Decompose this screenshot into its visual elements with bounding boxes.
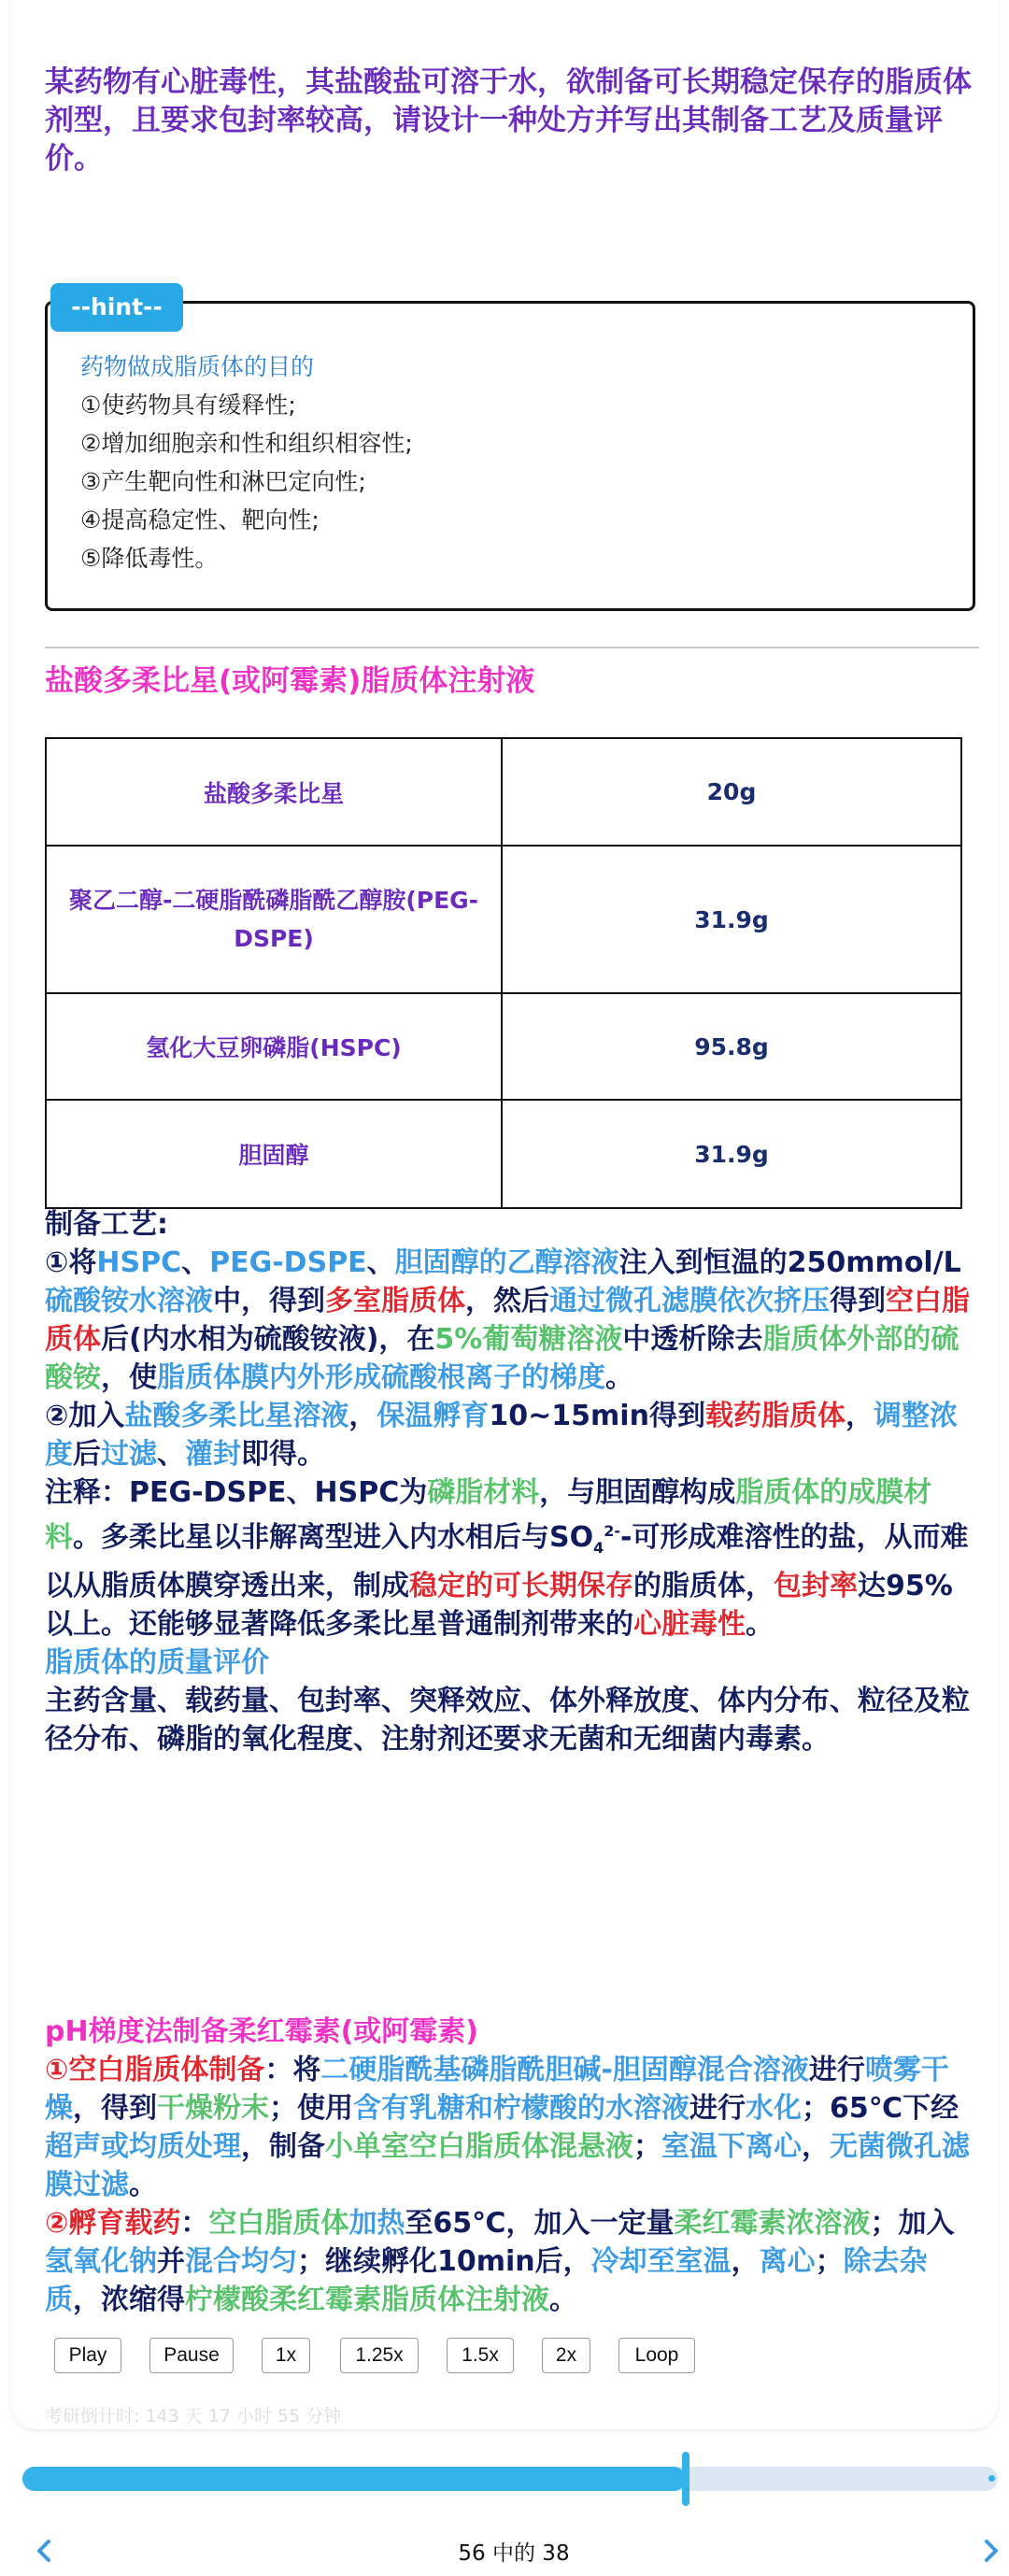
table-row bbox=[46, 1100, 961, 1208]
speed-2x-button[interactable]: 2x bbox=[542, 2338, 590, 2373]
process-step-1: ①将HSPC、PEG-DSPE、胆固醇的乙醇溶液注入到恒温的250mmol/L硫酸铵水溶液中，得到多室脂质体，然后通过微孔滤膜依次挤压得到空白脂质体后(内水相为硫酸铵液)，在5%葡萄糖溶液中透析除去脂质体外部的硫酸铵，使脂质体膜内外形成硫酸根离子的梯度。 bbox=[45, 1246, 970, 1394]
process-note: 注释：PEG-DSPE、HSPC为磷脂材料，与胆固醇构成脂质体的成膜材料。多柔比星以非解离型进入内水相后与$SO_4^{2-}-$可形成难溶性的盐，从而难以从脂质体膜穿透出来，制成稳定的可长期保存的脂质体，包封率达95%以上。还能够显著降低多柔比星普通制剂带来的心脏毒性。 bbox=[45, 1476, 969, 1641]
ph-method-heading: pH梯度法制备柔红霉素(或阿霉素) bbox=[45, 2015, 479, 2048]
progress-fill bbox=[22, 2467, 686, 2491]
quality-heading: 脂质体的质量评价 bbox=[45, 1646, 269, 1679]
table-row bbox=[46, 738, 961, 846]
ingredient-name: 盐酸多柔比星 bbox=[46, 738, 502, 846]
pause-button[interactable]: Pause bbox=[149, 2338, 234, 2373]
progress-handle[interactable] bbox=[682, 2452, 689, 2506]
page-indicator: 56 中的 38 bbox=[458, 2541, 570, 2566]
process-step-2: ②加入盐酸多柔比星溶液，保温孵育10~15min得到载药脂质体，调整浓度后过滤、灌封即得。 bbox=[45, 1400, 958, 1471]
loop-button[interactable]: Loop bbox=[618, 2338, 695, 2373]
hint-line: 药物做成脂质体的目的 bbox=[80, 353, 315, 380]
ingredient-amount: 20g bbox=[502, 738, 961, 846]
hint-line: ④提高稳定性、靶向性; bbox=[80, 506, 320, 534]
hint-line: ②增加细胞亲和性和组织相容性; bbox=[80, 430, 413, 457]
quality-text: 主药含量、载药量、包封率、突释效应、体外释放度、体内分布、粒径及粒径分布、磷脂的氧化程度、注射剂还要求无菌和无细菌内毒素。 bbox=[45, 1685, 970, 1756]
hint-line: ①使药物具有缓释性; bbox=[80, 391, 296, 419]
ingredient-amount: 31.9g bbox=[502, 846, 961, 993]
hint-tag: --hint-- bbox=[50, 283, 183, 332]
ingredient-amount: 31.9g bbox=[502, 1100, 961, 1208]
process-heading: 制备工艺: bbox=[45, 1208, 168, 1241]
hint-line: ⑤降低毒性。 bbox=[80, 545, 219, 572]
speed-1-5x-button[interactable]: 1.5x bbox=[447, 2338, 514, 2373]
ingredient-amount: 95.8g bbox=[502, 993, 961, 1100]
hint-list bbox=[80, 348, 921, 577]
question-text: 某药物有心脏毒性，其盐酸盐可溶于水，欲制备可长期稳定保存的脂质体剂型，且要求包封率较高，请设计一种处方并写出其制备工艺及质量评价。 bbox=[45, 65, 972, 176]
ph-method-section bbox=[45, 2013, 979, 2319]
formula-title: 盐酸多柔比星(或阿霉素)脂质体注射液 bbox=[45, 664, 535, 698]
ingredient-name: 聚乙二醇-二硬脂酰磷脂酰乙醇胺(PEG-DSPE) bbox=[46, 846, 502, 993]
play-button[interactable]: Play bbox=[54, 2338, 121, 2373]
chevron-right-icon[interactable] bbox=[972, 2532, 1009, 2569]
table-row bbox=[46, 846, 961, 993]
speed-1x-button[interactable]: 1x bbox=[262, 2338, 310, 2373]
formula-table bbox=[45, 737, 962, 1209]
ph-step-1: ①空白脂质体制备：将二硬脂酰基磷脂酰胆碱-胆固醇混合溶液进行喷雾干燥，得到干燥粉末；使用含有乳糖和柠檬酸的水溶液进行水化；65℃下经超声或均质处理，制备小单室空白脂质体混悬液；室温下离心，无菌微孔滤膜过滤。 bbox=[45, 2054, 970, 2201]
speed-1-25x-button[interactable]: 1.25x bbox=[340, 2338, 419, 2373]
ingredient-name: 氢化大豆卵磷脂(HSPC) bbox=[46, 993, 502, 1100]
hint-line: ③产生靶向性和淋巴定向性; bbox=[80, 468, 366, 495]
process-section bbox=[45, 1205, 979, 1758]
progress-end-dot bbox=[988, 2475, 995, 2482]
ingredient-name: 胆固醇 bbox=[46, 1100, 502, 1208]
chevron-left-icon[interactable] bbox=[26, 2532, 64, 2569]
ph-step-2: ②孵育载药：空白脂质体加热至65℃，加入一定量柔红霉素浓溶液；加入氢氧化钠并混合均匀；继续孵化10min后，冷却至室温，离心；除去杂质，浓缩得柠檬酸柔红霉素脂质体注射液。 bbox=[45, 2207, 955, 2316]
exam-countdown: 考研倒计时: 143 天 17 小时 55 分钟 bbox=[45, 2406, 342, 2427]
divider bbox=[45, 647, 979, 648]
table-row bbox=[46, 993, 961, 1100]
